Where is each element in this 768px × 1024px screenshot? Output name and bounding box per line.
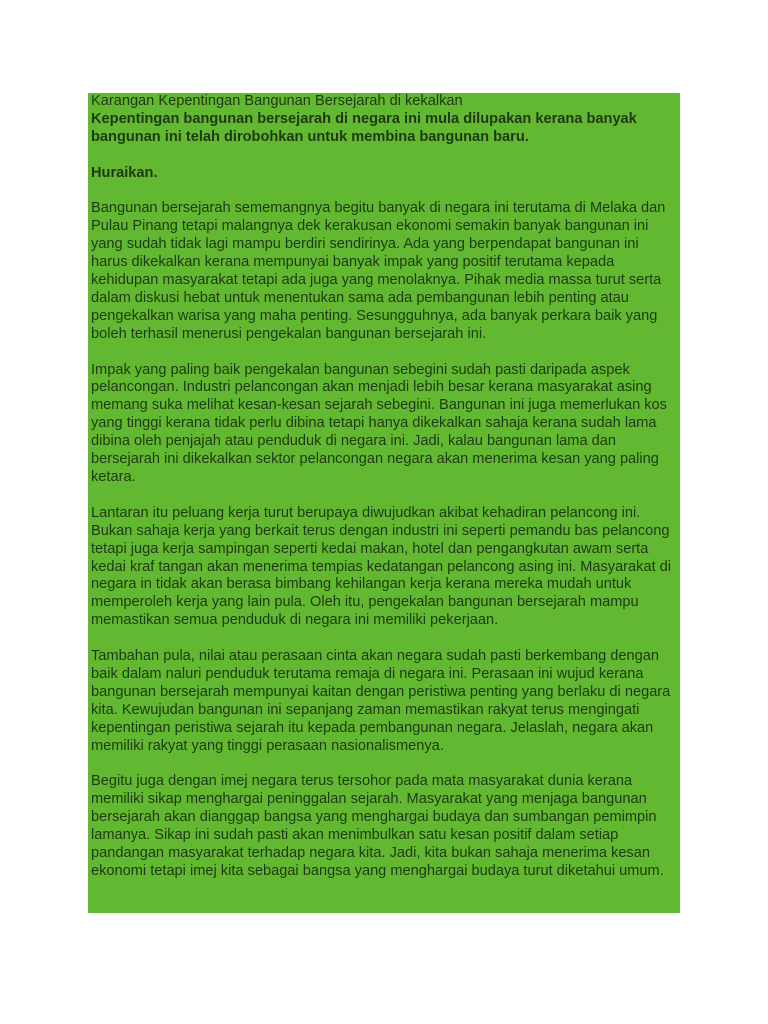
spacer: [91, 183, 676, 201]
document-panel: [88, 93, 680, 913]
spacer: [91, 147, 676, 165]
paragraph-5: Begitu juga dengan imej negara terus tersohor pada mata masyarakat dunia kerana memiliki sikap menghargai peninggalan sejarah. Masyarakat yang menjaga bangunan bersejarah akan dianggap bangsa yang menghargai budaya dan sumbangan pemimpin lamanya. Sikap ini sudah pasti akan menimbulkan satu kesan positif dalam setiap pandangan masyarakat terhadap negara kita. Jadi, kita bukan sahaja menerima kesan ekonomi tetapi imej kita sebagai bangsa yang menghargai budaya turut diketahui umum.: [91, 773, 664, 879]
paragraph-3: Lantaran itu peluang kerja turut berupaya diwujudkan akibat kehadiran pelancong ini. Bukan sahaja kerja yang berkait terus dengan industri ini seperti pemandu bas pelancong tetapi juga kerja sampingan seperti kedai makan, hotel dan pengangkutan awam serta kedai kraf tangan akan menerima tempias kedatangan pelancong asing ini. Masyarakat di negara in tidak akan berasa bimbang kehilangan kerja kerana mereka mudah untuk memperoleh kerja yang lain pula. Oleh itu, pengekalan bangunan bersejarah mampu memastikan semua penduduk di negara ini memiliki pekerjaan.: [91, 504, 672, 629]
spacer: [91, 487, 676, 505]
paragraph-4: Tambahan pula, nilai atau perasaan cinta akan negara sudah pasti berkembang dengan baik dalam naluri penduduk terutama remaja di negara ini. Perasaan ini wujud kerana bangunan bersejarah mempunyai kaitan dengan peristiwa penting yang berlaku di negara kita. Kewujudan bangunan ini sepanjang zaman memastikan rakyat terus mengingati kepentingan peristiwa sejarah itu kepada pembangunan negara. Jelaslah, negara akan memiliki rakyat yang tinggi perasaan nasionalismenya.: [91, 648, 671, 754]
spacer: [91, 755, 676, 773]
paragraph-2: Impak yang paling baik pengekalan bangunan sebegini sudah pasti daripada aspek pelancongan. Industri pelancongan akan menjadi lebih besar kerana masyarakat asing memang suka melihat kesan-kesan sejarah sebegini. Bangunan ini juga memerlukan kos yang tinggi kerana tidak perlu dibina tetapi hanya dikekalkan sahaja kerana sudah lama dibina oleh penjajah atau penduduk di negara ini. Jadi, kalau bangunan lama dan bersejarah ini dikekalkan sektor pelancongan negara akan menerima kesan yang paling ketara.: [91, 361, 667, 485]
spacer: [91, 630, 676, 648]
essay-instruction: Huraikan.: [91, 164, 158, 181]
paragraph-1: Bangunan bersejarah sememangnya begitu banyak di negara ini terutama di Melaka dan Pulau Pinang tetapi malangnya dek kerakusan ekonomi semakin banyak bangunan ini yang sudah tidak lagi mampu berdiri sendirinya. Ada yang berpendapat bangunan ini harus dikekalkan kerana mempunyai banyak impak yang positif terutama kepada kehidupan masyarakat tetapi ada juga yang menolaknya. Pihak media massa turut serta dalam diskusi hebat untuk menentukan sama ada pembangunan lebih penting atau pengekalkan warisa yang maha penting. Sesungguhnya, ada banyak perkara baik yang boleh terhasil menerusi pengekalan bangunan bersejarah ini.: [91, 200, 666, 342]
document-title: Karangan Kepentingan Bangunan Bersejarah di kekalkan: [91, 93, 463, 109]
spacer: [91, 344, 676, 362]
essay-question: Kepentingan bangunan bersejarah di negara ini mula dilupakan kerana banyak bangunan ini telah dirobohkan untuk membina bangunan baru.: [91, 110, 637, 145]
